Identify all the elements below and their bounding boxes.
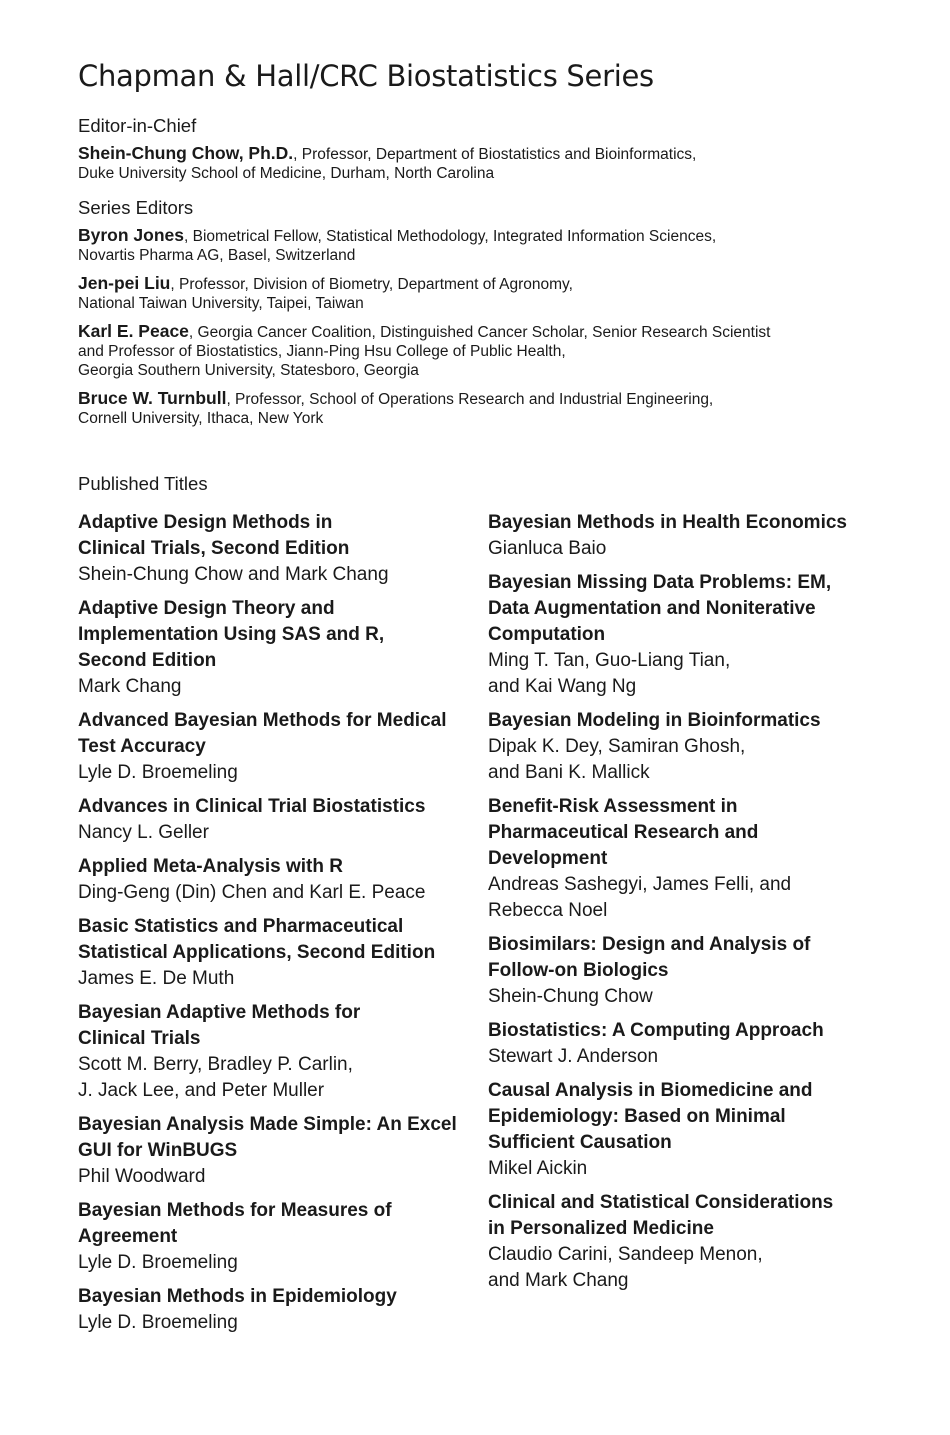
book-title-line: Basic Statistics and Pharmaceutical xyxy=(78,916,404,937)
book-entry xyxy=(78,510,488,588)
book-entry xyxy=(488,570,878,700)
book-authors-line: Lyle D. Broemeling xyxy=(78,1252,238,1273)
book-authors xyxy=(78,562,488,588)
book-authors-line: and Bani K. Mallick xyxy=(488,762,650,783)
book-title-line: Biostatistics: A Computing Approach xyxy=(488,1020,824,1041)
editor-in-chief-entry xyxy=(78,144,878,183)
book-title-line: Clinical and Statistical Considerations xyxy=(488,1192,834,1213)
editor-in-chief-section xyxy=(78,114,878,183)
book-entry xyxy=(488,510,878,562)
book-authors-line: Shein-Chung Chow and Mark Chang xyxy=(78,564,389,585)
book-authors xyxy=(78,966,488,992)
book-authors xyxy=(488,984,878,1010)
book-title-line: Follow-on Biologics xyxy=(488,960,669,981)
book-authors-line: Andreas Sashegyi, James Felli, and xyxy=(488,874,792,895)
book-title-line: Bayesian Methods in Health Economics xyxy=(488,512,847,533)
book-entry xyxy=(488,1018,878,1070)
book-title xyxy=(78,510,488,562)
book-entry xyxy=(78,1198,488,1276)
book-entry xyxy=(78,1284,488,1336)
book-title-line: Computation xyxy=(488,624,606,645)
book-authors-line: Ming T. Tan, Guo-Liang Tian, xyxy=(488,650,731,671)
book-entry xyxy=(78,794,488,846)
book-authors xyxy=(488,1242,878,1294)
book-title xyxy=(78,914,488,966)
book-title-line: Biosimilars: Design and Analysis of xyxy=(488,934,811,955)
book-authors xyxy=(78,820,488,846)
editor-affiliation: , Professor, Division of Biometry, Department of Agronomy, xyxy=(170,276,573,293)
book-entry xyxy=(78,1112,488,1190)
book-title xyxy=(488,510,878,536)
book-title-line: Agreement xyxy=(78,1226,178,1247)
book-entry xyxy=(78,914,488,992)
book-title-line: Pharmaceutical Research and xyxy=(488,822,759,843)
book-authors xyxy=(78,880,488,906)
book-title xyxy=(488,1190,878,1242)
book-title xyxy=(488,708,878,734)
book-title-line: Development xyxy=(488,848,608,869)
book-title xyxy=(488,932,878,984)
book-authors xyxy=(488,1156,878,1182)
book-authors-line: Stewart J. Anderson xyxy=(488,1046,659,1067)
book-title-line: Statistical Applications, Second Edition xyxy=(78,942,436,963)
book-authors-line: Shein-Chung Chow xyxy=(488,986,653,1007)
book-authors-line: Dipak K. Dey, Samiran Ghosh, xyxy=(488,736,746,757)
book-authors-line: Phil Woodward xyxy=(78,1166,206,1187)
editor-line xyxy=(78,274,878,294)
book-title xyxy=(78,1198,488,1250)
book-authors xyxy=(488,648,878,700)
editor-name: Jen-pei Liu xyxy=(78,273,171,293)
book-title-line: Clinical Trials, Second Edition xyxy=(78,538,350,559)
editor-name: Shein-Chung Chow, Ph.D. xyxy=(78,143,294,163)
book-authors xyxy=(78,1250,488,1276)
series-editor-entry xyxy=(78,322,878,380)
series-editors-label: Series Editors xyxy=(78,197,194,218)
book-authors-line: Claudio Carini, Sandeep Menon, xyxy=(488,1244,763,1265)
book-title-line: Bayesian Methods in Epidemiology xyxy=(78,1286,397,1307)
published-titles-list xyxy=(78,510,878,1344)
book-title xyxy=(488,794,878,872)
editor-line xyxy=(78,144,878,164)
book-title xyxy=(488,570,878,648)
book-title xyxy=(78,596,488,674)
book-authors xyxy=(78,760,488,786)
book-title-line: Bayesian Adaptive Methods for xyxy=(78,1002,361,1023)
editor-affiliation: , Professor, Department of Biostatistics and Bioinformatics, xyxy=(293,146,697,163)
book-authors-line: Lyle D. Broemeling xyxy=(78,762,238,783)
book-entry xyxy=(78,596,488,700)
book-authors xyxy=(488,734,878,786)
book-authors-line: Lyle D. Broemeling xyxy=(78,1312,238,1333)
book-authors xyxy=(78,1164,488,1190)
book-title xyxy=(78,854,488,880)
editor-affiliation: , Professor, School of Operations Research and Industrial Engineering, xyxy=(226,391,714,408)
editor-line xyxy=(78,389,878,409)
book-title-line: Test Accuracy xyxy=(78,736,206,757)
series-title: Chapman & Hall/CRC Biostatistics Series xyxy=(78,59,654,93)
editor-affiliation: , Biometrical Fellow, Statistical Methodology, Integrated Information Sciences, xyxy=(184,228,717,245)
book-authors-line: and Mark Chang xyxy=(488,1270,629,1291)
book-entry xyxy=(488,794,878,924)
book-authors-line: J. Jack Lee, and Peter Muller xyxy=(78,1080,325,1101)
book-title-line: Adaptive Design Methods in xyxy=(78,512,333,533)
book-title xyxy=(78,1284,488,1310)
editor-affiliation: Novartis Pharma AG, Basel, Switzerland xyxy=(78,247,356,264)
series-editor-entry xyxy=(78,389,878,428)
editor-name: Byron Jones xyxy=(78,225,184,245)
titles-column-right xyxy=(488,510,878,1344)
book-title-line: Epidemiology: Based on Minimal xyxy=(488,1106,786,1127)
book-title-line: Bayesian Modeling in Bioinformatics xyxy=(488,710,821,731)
book-authors-line: Gianluca Baio xyxy=(488,538,607,559)
book-authors xyxy=(488,536,878,562)
editor-affiliation: Cornell University, Ithaca, New York xyxy=(78,410,324,427)
editor-affiliation: Duke University School of Medicine, Durham, North Carolina xyxy=(78,165,495,182)
editor-affiliation: and Professor of Biostatistics, Jiann-Ping Hsu College of Public Health, xyxy=(78,343,566,360)
book-entry xyxy=(78,1000,488,1104)
series-editor-entry xyxy=(78,226,878,265)
book-title-line: Advances in Clinical Trial Biostatistics xyxy=(78,796,426,817)
editor-in-chief-label: Editor-in-Chief xyxy=(78,115,197,136)
book-title-line: Sufficient Causation xyxy=(488,1132,672,1153)
book-title-line: Clinical Trials xyxy=(78,1028,201,1049)
book-entry xyxy=(488,708,878,786)
book-entry xyxy=(488,1078,878,1182)
book-title-line: Advanced Bayesian Methods for Medical xyxy=(78,710,447,731)
book-authors xyxy=(78,674,488,700)
book-authors xyxy=(78,1310,488,1336)
book-authors-line: Mikel Aickin xyxy=(488,1158,588,1179)
book-title-line: in Personalized Medicine xyxy=(488,1218,714,1239)
book-title-line: Benefit-Risk Assessment in xyxy=(488,796,738,817)
editor-affiliation: Georgia Southern University, Statesboro, Georgia xyxy=(78,362,419,379)
book-authors-line: Scott M. Berry, Bradley P. Carlin, xyxy=(78,1054,353,1075)
editor-affiliation: National Taiwan University, Taipei, Taiwan xyxy=(78,295,364,312)
editor-affiliation: , Georgia Cancer Coalition, Distinguished Cancer Scholar, Senior Research Scientist xyxy=(188,324,771,341)
book-title-line: Adaptive Design Theory and xyxy=(78,598,335,619)
series-editors-section xyxy=(78,196,878,428)
series-editor-entry xyxy=(78,274,878,313)
book-authors-line: James E. De Muth xyxy=(78,968,235,989)
book-entry xyxy=(78,708,488,786)
book-authors xyxy=(488,872,878,924)
editor-line xyxy=(78,322,878,342)
book-title xyxy=(78,1000,488,1052)
book-authors-line: Ding-Geng (Din) Chen and Karl E. Peace xyxy=(78,882,426,903)
book-title-line: Bayesian Methods for Measures of xyxy=(78,1200,392,1221)
book-title-line: Second Edition xyxy=(78,650,217,671)
editor-name: Bruce W. Turnbull xyxy=(78,388,227,408)
book-entry xyxy=(488,1190,878,1294)
book-authors-line: Rebecca Noel xyxy=(488,900,608,921)
book-title-line: Data Augmentation and Noniterative xyxy=(488,598,816,619)
book-title-line: Applied Meta-Analysis with R xyxy=(78,856,343,877)
book-title-line: Implementation Using SAS and R, xyxy=(78,624,385,645)
book-title-line: Causal Analysis in Biomedicine and xyxy=(488,1080,813,1101)
book-title-line: Bayesian Analysis Made Simple: An Excel xyxy=(78,1114,457,1135)
book-title-line: GUI for WinBUGS xyxy=(78,1140,238,1161)
book-authors-line: Nancy L. Geller xyxy=(78,822,209,843)
titles-column-left xyxy=(78,510,488,1344)
editor-name: Karl E. Peace xyxy=(78,321,189,341)
book-entry xyxy=(488,932,878,1010)
book-authors xyxy=(488,1044,878,1070)
editor-line xyxy=(78,226,878,246)
book-authors-line: and Kai Wang Ng xyxy=(488,676,637,697)
published-titles-label: Published Titles xyxy=(78,473,208,494)
book-title xyxy=(78,1112,488,1164)
book-entry xyxy=(78,854,488,906)
book-title xyxy=(488,1078,878,1156)
book-authors xyxy=(78,1052,488,1104)
book-authors-line: Mark Chang xyxy=(78,676,182,697)
book-title xyxy=(78,794,488,820)
book-title xyxy=(488,1018,878,1044)
book-series-page xyxy=(78,56,878,1344)
book-title-line: Bayesian Missing Data Problems: EM, xyxy=(488,572,832,593)
book-title xyxy=(78,708,488,760)
